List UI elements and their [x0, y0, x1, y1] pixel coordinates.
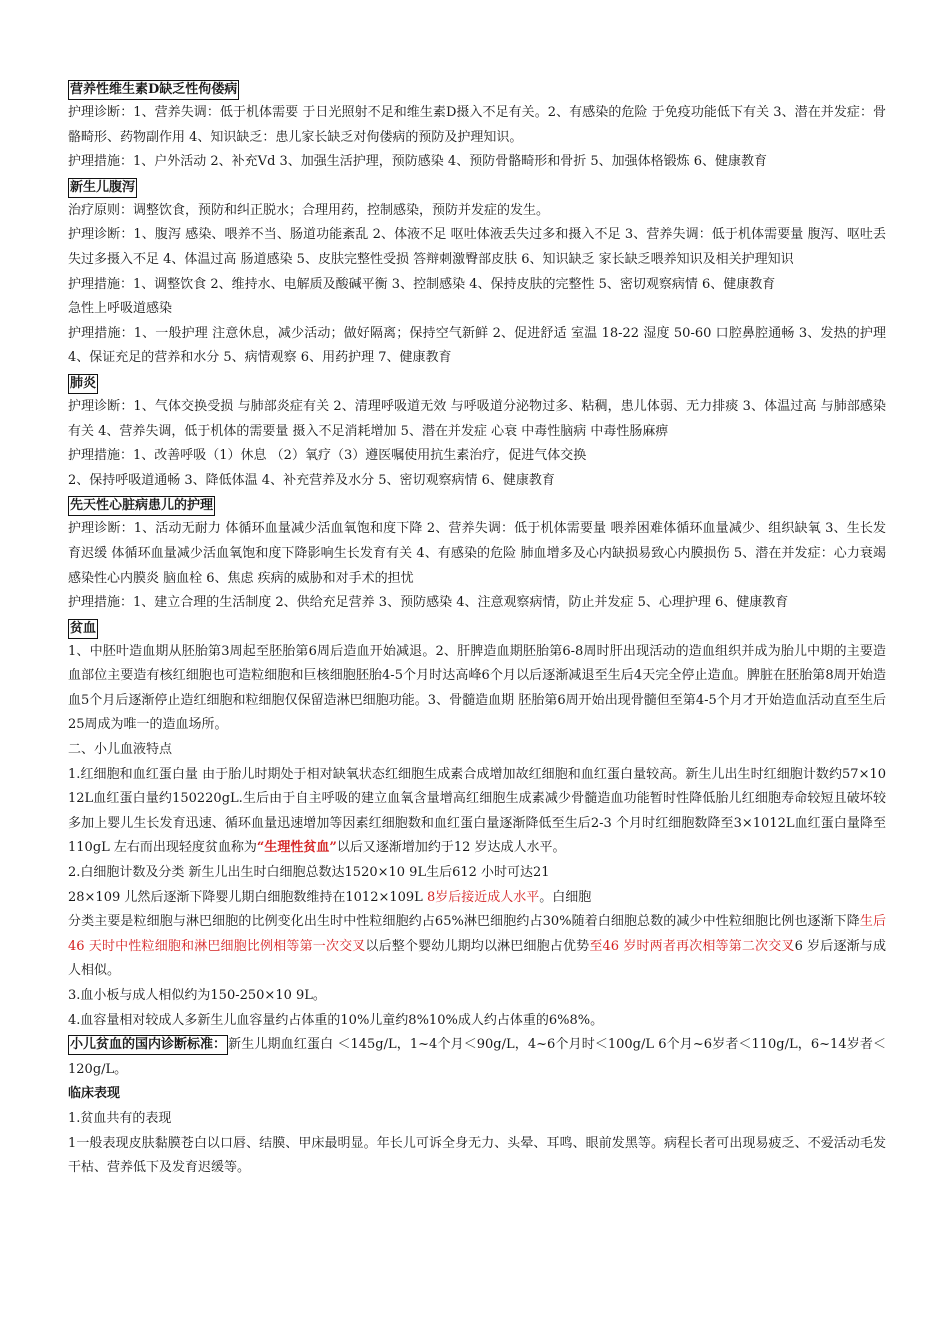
rbc-text-b: 以后又逐渐增加约于12 岁达成人水平。: [336, 840, 566, 856]
platelet-paragraph: 3.血小板与成人相似约为150-250×10 9L。: [68, 988, 326, 1003]
first-crossover-highlight: 生后46 天时中性粒细胞和淋巴细胞比例相等第一次交叉: [68, 914, 886, 954]
wbc-adult-level-highlight: 8岁后接近成人水平: [426, 889, 540, 905]
anemia-hematopoiesis: 1、中胚叶造血期从胚胎第3周起至胚胎第6周后造血开始减退。2、肝脾造血期胚胎第6-8周时肝出现活动的造血组织并成为胎儿中期的主要造血部位主要造有核红细胞也可造粒细胞和巨核细胞胚胎4-5个月时达高峰6个月以后逐渐减退至生后4天完全停止造血。脾脏在胚胎第8周开始造血5个月后逐渐停止造红细胞和粒细胞仅保留造淋巴细胞功能。3、骨髓造血期 胚胎第6周开始出现骨髓但至第4-5个月才开始造血活动直至生后25周成为唯一的造血场所。: [68, 643, 886, 733]
physiological-anemia-highlight: “生理性贫血”: [256, 840, 337, 856]
chd-measures: 护理措施：1、建立合理的生活制度 2、供给充足营养 3、预防感染 4、注意观察病情，防止并发症 5、心理护理 6、健康教育: [68, 595, 789, 611]
wbc-classification: [68, 910, 886, 984]
criteria-paragraph: [68, 1033, 886, 1082]
second-crossover-highlight: 至46 岁时两者再次相等第二次交叉: [589, 938, 795, 954]
section-title-criteria: 小儿贫血的国内诊断标准：: [68, 1035, 228, 1055]
section-title-pneumonia: 肺炎: [68, 374, 98, 394]
rbc-text-a: 1.红细胞和血红蛋白量 由于胎儿时期处于相对缺氧状态红细胞生成素合成增加故红细胞和血红蛋白量较高。新生儿出生时红细胞计数约57×10 12L血红蛋白量约150220gL.生后由于自主呼吸的建立血氧含量增高红细胞生成素减少骨髓造血功能暂时性降低胎儿红细胞寿命较短且破坏较多加上婴儿生长发育迅速、循环血量迅速增加等因素红细胞数和血红蛋白量逐渐降低至生后2-3 个月时红细胞数降至3×1012L血红蛋白量降至110gL 左右而出现轻度贫血称为: [68, 766, 886, 856]
diarrhea-diagnosis: 护理诊断：1、腹泻 感染、喂养不当、肠道功能紊乱 2、体液不足 呕吐体液丢失过多和摄入不足 3、营养失调：低于机体需要量 腹泻、呕吐丢失过多摄入不足 4、体温过高 肠道感染 5、皮肤完整性受损 答辩刺激臀部皮肤 6、知识缺乏 家长缺乏喂养知识及相关护理知识: [68, 227, 886, 267]
clinical-item-2: 1一般表现皮肤黏膜苍白以口唇、结膜、甲床最明显。年长儿可诉全身无力、头晕、耳鸣、眼前发黑等。病程长者可出现易疲乏、不爱活动毛发干枯、营养低下及发育迟缓等。: [68, 1135, 886, 1176]
uri-measures: 护理措施：1、一般护理 注意休息，减少活动；做好隔离；保持空气新鲜 2、促进舒适 室温 18-22 湿度 50-60 口腔鼻腔通畅 3、发热的护理 4、保证充足的营养和水分 5、病情观察 6、用药护理 7、健康教育: [68, 325, 886, 366]
diarrhea-principle: 治疗原则：调整饮食，预防和纠正脱水；合理用药，控制感染，预防并发症的发生。: [68, 202, 550, 218]
rickets-measures: 护理措施：1、户外活动 2、补充Vd 3、加强生活护理，预防感染 4、预防骨骼畸形和骨折 5、加强体格锻炼 6、健康教育: [68, 154, 767, 170]
section-title-anemia: 贫血: [68, 619, 98, 639]
wbc-class-text-c: 6 岁后逐渐与成人相似。: [68, 938, 886, 979]
pneumonia-diagnosis: 护理诊断：1、气体交换受损 与肺部炎症有关 2、清理呼吸道无效 与呼吸道分泌物过多、粘稠，患儿体弱、无力排痰 3、体温过高 与肺部感染有关 4、营养失调，低于机体的需要量 摄入不足消耗增加 5、潜在并发症 心衰 中毒性脑病 中毒性肠麻痹: [68, 398, 886, 439]
section-title-uri: 急性上呼吸道感染: [68, 301, 173, 317]
wbc-line-2: [68, 886, 886, 911]
section-title-diarrhea: 新生儿腹泻: [68, 178, 137, 198]
pneumonia-measures-2: 2、保持呼吸道通畅 3、降低体温 4、补充营养及水分 5、密切观察病情 6、健康教育: [68, 472, 555, 488]
criteria-text: 新生儿期血红蛋白 ＜145g/L，1~4个月＜90g/L，4~6个月时＜100g/L 6个月~6岁者＜110g/L，6~14岁者＜120g/L。: [68, 1037, 886, 1077]
rbc-paragraph: [68, 763, 886, 861]
wbc-line-1: 2.白细胞计数及分类 新生儿出生时白细胞总数达1520×10 9L生后612 小时可达21: [68, 865, 550, 881]
rickets-diagnosis: 护理诊断：1、营养失调：低于机体需要 于日光照射不足和维生素D摄入不足有关。2、有感染的危险 于免疫功能低下有关 3、潜在并发症：骨骼畸形、药物副作用 4、知识缺乏：患儿家长缺乏对佝偻病的预防及护理知识。: [68, 105, 886, 145]
section-title-clinical: 临床表现: [68, 1086, 121, 1102]
section-title-chd: 先天性心脏病患儿的护理: [68, 496, 215, 516]
document-page: [68, 77, 886, 1181]
clinical-item-1: 1.贫血共有的表现: [68, 1110, 172, 1126]
blood-volume-paragraph: 4.血容量相对较成人多新生儿血容量约占体重的10%儿童约8%10%成人约占体重的6%8%。: [68, 1012, 604, 1028]
pneumonia-measures-1: 护理措施：1、改善呼吸（1）休息 （2）氧疗（3）遵医嘱使用抗生素治疗，促进气体交换: [68, 448, 587, 464]
diarrhea-measures: 护理措施：1、调整饮食 2、维持水、电解质及酸碱平衡 3、控制感染 4、保持皮肤的完整性 5、密切观察病情 6、健康教育: [68, 276, 776, 292]
blood-characteristics-title: 二、小儿血液特点: [68, 742, 173, 758]
section-title-rickets: 营养性维生素D缺乏性佝偻病: [68, 80, 239, 100]
wbc-line-2-text-b: 。白细胞: [539, 889, 592, 905]
chd-diagnosis: 护理诊断：1、活动无耐力 体循环血量减少活血氧饱和度下降 2、营养失调：低于机体需要量 喂养困难体循环血量减少、组织缺氧 3、生长发育迟缓 体循环血量减少活血氧饱和度下降影响生长发育有关 4、有感染的危险 肺血增多及心内缺损易致心内膜损伤 5、潜在并发症：心力衰竭 感染性心内膜炎 脑血栓 6、焦虑 疾病的威胁和对手术的担忧: [68, 521, 886, 586]
wbc-class-text-b: 以后整个婴幼儿期均以淋巴细胞占优势: [365, 938, 590, 954]
wbc-line-2-text-a: 28×109 儿然后逐渐下降婴儿期白细胞数维持在1012×109L: [68, 889, 427, 905]
wbc-class-text-a: 分类主要是粒细胞与淋巴细胞的比例变化出生时中性粒细胞约占65%淋巴细胞约占30%随着白细胞总数的减少中性粒细胞比例也逐渐下降: [68, 914, 860, 930]
